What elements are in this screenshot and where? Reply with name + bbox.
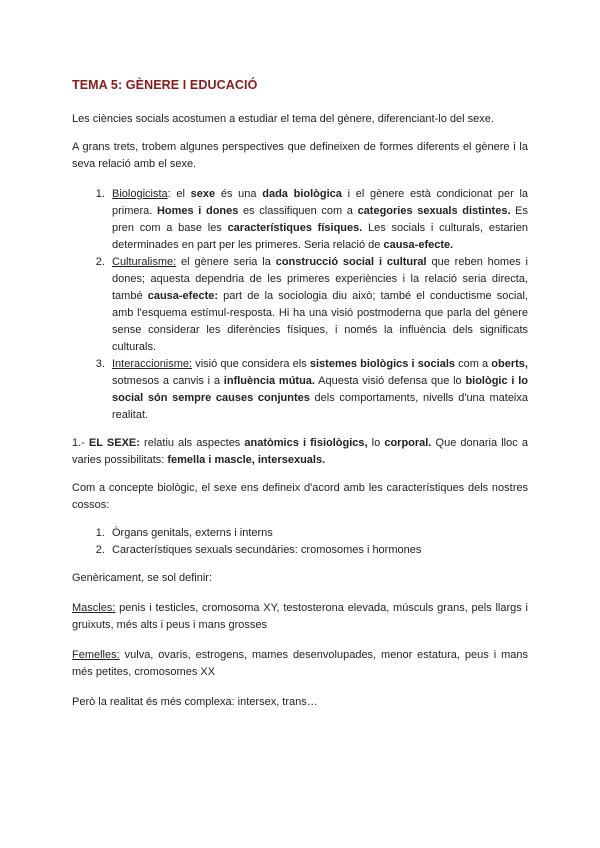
text: part de la sociologia diu això; també el conductisme social, amb l'esquema estímul-resposta. Hi ha una visió postmoderna que parla del gènere sense considerar les diferències físiques, i només la influència dels significats culturals. — [112, 290, 528, 353]
mascles-paragraph — [72, 600, 528, 634]
term-biologicista: Biologicista — [112, 188, 168, 200]
text: Aquesta visió defensa que lo — [314, 375, 466, 387]
perspectives-intro-paragraph: A grans trets, trobem algunes perspectives que defineixen de formes diferents el gènere i la seva relació amb el sexe. — [72, 141, 528, 170]
bold-text: oberts, — [491, 358, 528, 370]
bold-text: sexe — [190, 188, 216, 200]
intro-paragraph: Les ciències socials acostumen a estudiar el tema del gènere, diferenciant-lo del sexe. — [72, 113, 494, 125]
mascles-label: Mascles: — [72, 602, 116, 614]
bold-text: biològic i lo social són sempre causes conjuntes — [112, 375, 528, 404]
bold-text: característiques físiques. — [227, 222, 363, 234]
bold-text: causa-efecte. — [383, 239, 454, 251]
list-item: 1. Òrgans genitals, externs i interns — [108, 525, 528, 542]
biologic-intro-paragraph: Com a concepte biològic, el sexe ens defineix d'acord amb les característiques dels nostres cossos: — [72, 482, 528, 511]
perspectives-list — [72, 186, 528, 424]
bold-text: dada biològica — [262, 188, 342, 200]
text: sotmesos a canvis i a — [112, 375, 224, 387]
bold-text: corporal. — [384, 437, 432, 449]
sexe-section-paragraph — [72, 435, 528, 469]
bold-text: sistemes biològics i socials — [309, 358, 455, 370]
bold-text: Homes i dones — [156, 205, 239, 217]
text: i el gènere està condicionat per la primera. — [112, 188, 529, 217]
bold-text: influència mútua. — [223, 375, 315, 387]
list-item: 2. Característiques sexuals secundàries: cromosomes i hormones — [108, 542, 528, 559]
text: vulva, ovaris, estrogens, mames desenvolupades, menor estatura, peus i mans més petites, cromosomes XX — [72, 649, 528, 678]
text: lo — [367, 437, 385, 449]
bold-text: causa-efecte: — [147, 290, 219, 302]
text: es classifiquen com a — [238, 205, 358, 217]
bold-text: construcció social i cultural — [275, 256, 427, 268]
text: : el — [167, 188, 191, 200]
biologic-list — [72, 525, 528, 559]
text: Les socials i culturals, estarien determinades en part per les primeres. Seria relació de — [112, 222, 528, 251]
bold-text: categories sexuals distintes. — [357, 205, 511, 217]
text: penis i testicles, cromosoma XY, testosterona elevada, músculs grans, pels llargs i gruixuts, més alts i peus i mans grosses — [72, 602, 528, 631]
page-title: TEMA 5: GÈNERE I EDUCACIÓ — [72, 78, 258, 92]
text: Que donaria lloc a varies possibilitats: — [72, 437, 528, 466]
text: que reben homes i dones; aquesta dependria de les primeres experiències i la relació seria directa, també — [112, 256, 528, 302]
text: dels comportaments, nivells d'una mateixa realitat. — [112, 392, 528, 421]
conclusion-paragraph: Però la realitat és més complexa: intersex, trans… — [72, 696, 318, 708]
femelles-label: Femelles: — [72, 649, 120, 661]
text: relatiu als aspectes — [139, 437, 245, 449]
perspective-culturalisme — [108, 254, 528, 356]
text: és una — [215, 188, 263, 200]
perspective-biologicista — [108, 186, 528, 254]
text: 1.- — [72, 437, 89, 449]
perspective-interaccionisme — [108, 356, 528, 424]
text: el gènere seria la — [176, 256, 276, 268]
generic-paragraph: Genèricament, se sol definir: — [72, 572, 213, 584]
text: Es pren com a base les — [112, 205, 528, 234]
bold-text: anatòmics i fisiològics, — [244, 437, 368, 449]
term-culturalisme: Culturalisme: — [112, 256, 177, 268]
term-interaccionisme: Interaccionisme: — [112, 358, 193, 370]
text: visió que considera els — [192, 358, 310, 370]
femelles-paragraph — [72, 647, 528, 681]
bold-text: EL SEXE: — [88, 437, 140, 449]
text: com a — [455, 358, 492, 370]
bold-text: femella i mascle, intersexuals. — [167, 454, 326, 466]
